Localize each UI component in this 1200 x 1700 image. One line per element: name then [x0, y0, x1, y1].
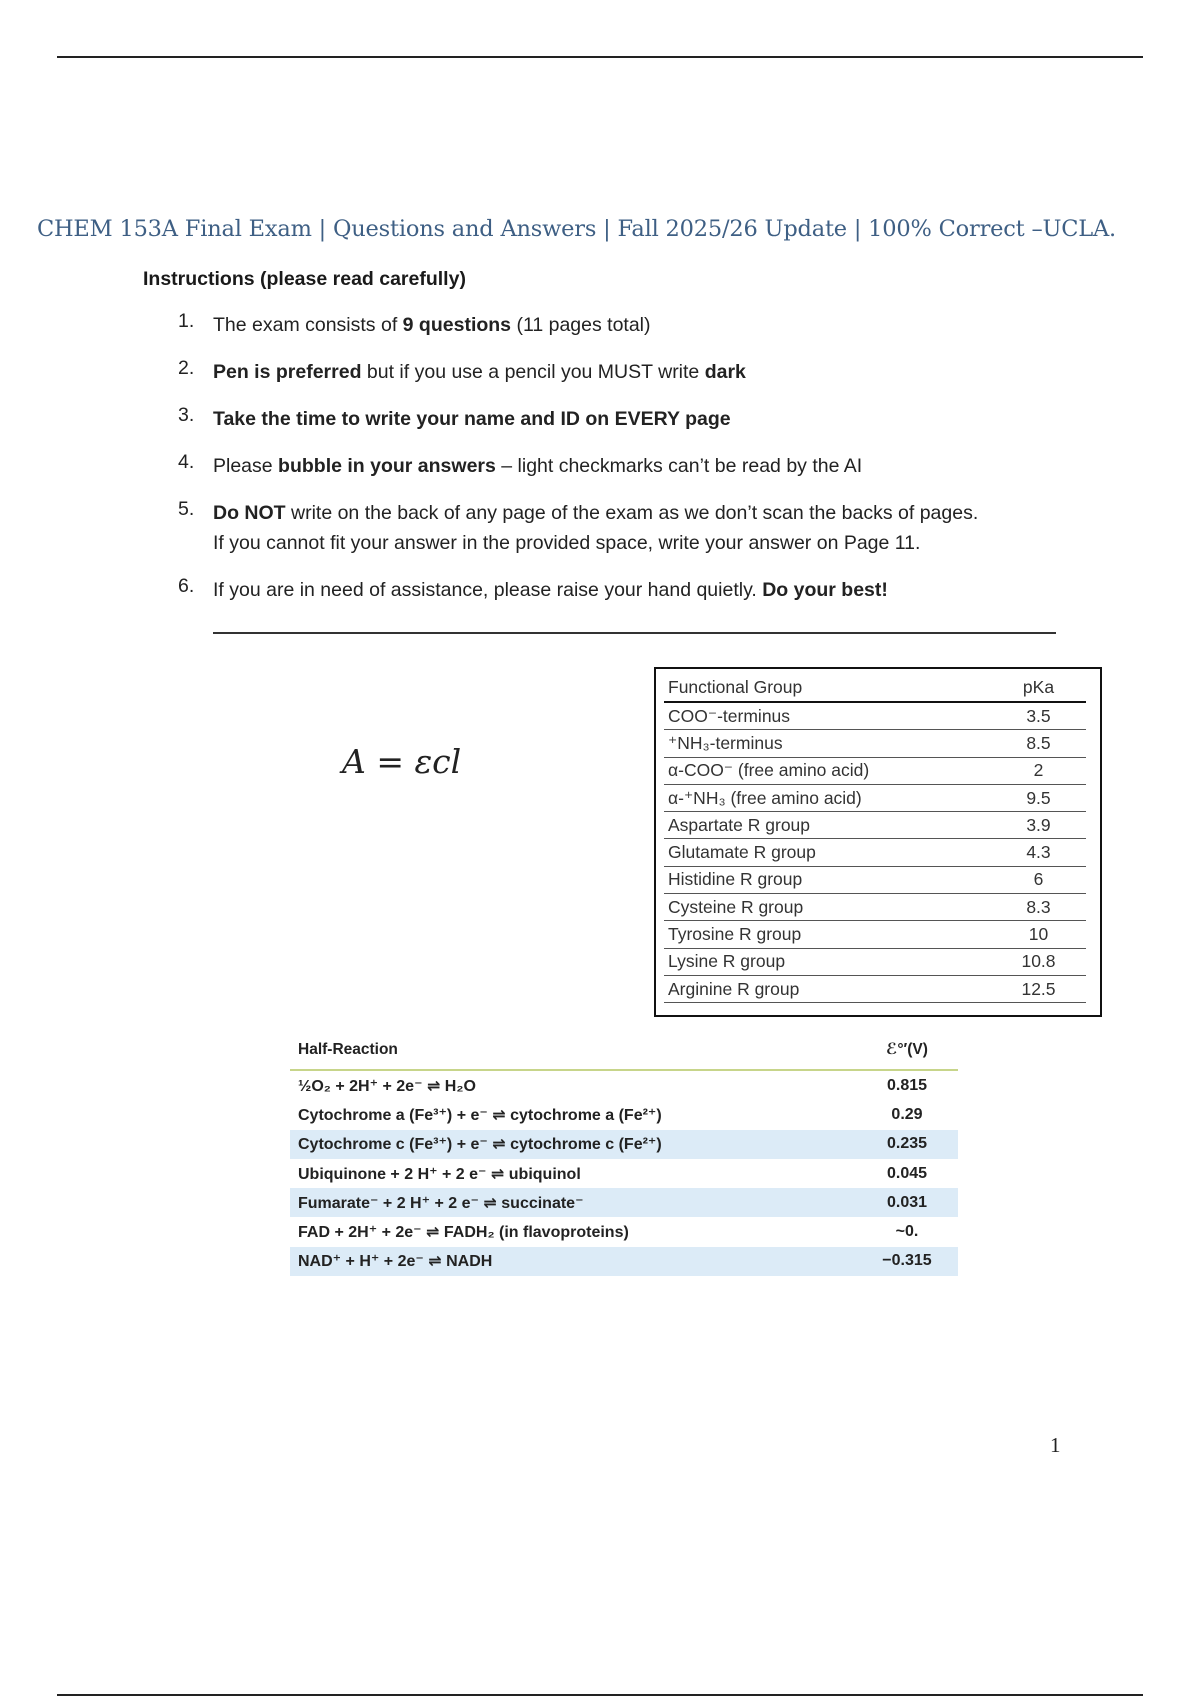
table-row: FAD + 2H⁺ + 2e⁻ ⇌ FADH₂ (in flavoproteins) ~0. [298, 1223, 919, 1242]
table-row: α-COO⁻ (free amino acid) 2 [664, 757, 1086, 784]
list-item: 6. If you are in need of assistance, please raise your hand quietly. Do your best! [178, 575, 888, 601]
top-rule [57, 56, 1143, 58]
bottom-rule [57, 1694, 1143, 1696]
list-item: 2. Pen is preferred but if you use a pencil you MUST write dark [178, 357, 746, 383]
table-row: Arginine R group 12.5 [664, 975, 1086, 1002]
table-header-row [664, 673, 1086, 702]
section-divider [213, 632, 1056, 634]
page-title: CHEM 153A Final Exam | Questions and Answers | Fall 2025/26 Update | 100% Correct –UCLA. [37, 216, 1117, 242]
list-item: 4. Please bubble in your answers – light checkmarks can’t be read by the AI [178, 451, 863, 477]
table-row: Cytochrome a (Fe³⁺) + e⁻ ⇌ cytochrome a (Fe²⁺) 0.29 [298, 1105, 923, 1124]
table-row: Cysteine R group 8.3 [664, 894, 1086, 921]
column-header: pKa [987, 673, 1086, 702]
redox-table-box [290, 1034, 958, 1276]
table-row: Lysine R group 10.8 [664, 948, 1086, 975]
pka-table-box [654, 667, 1102, 1017]
table-row: Fumarate⁻ + 2 H⁺ + 2 e⁻ ⇌ succinate⁻ 0.031 [290, 1188, 958, 1217]
table-row: ⁺NH₃-terminus 8.5 [664, 730, 1086, 757]
table-row: Ubiquinone + 2 H⁺ + 2 e⁻ ⇌ ubiquinol 0.045 [298, 1164, 928, 1183]
table-row: Cytochrome c (Fe³⁺) + e⁻ ⇌ cytochrome c (Fe²⁺) 0.235 [290, 1130, 958, 1159]
list-item: 5. Do NOT write on the back of any page of the exam as we don’t scan the backs of pages. If you cannot fit your answer in the provided space, write your answer on Page 11. [178, 498, 979, 555]
table-row: ½O₂ + 2H⁺ + 2e⁻ ⇌ H₂O 0.815 [298, 1076, 928, 1095]
instructions-list [178, 310, 1078, 622]
table-row: Tyrosine R group 10 [664, 921, 1086, 948]
list-item: 1. The exam consists of 9 questions (11 pages total) [178, 310, 651, 336]
beer-lambert-formula: A = εcl [342, 742, 462, 781]
table-row: Glutamate R group 4.3 [664, 839, 1086, 866]
table-row: NAD⁺ + H⁺ + 2e⁻ ⇌ NADH −0.315 [290, 1247, 958, 1276]
table-row: Histidine R group 6 [664, 866, 1086, 893]
pka-table [664, 673, 1086, 1003]
table-row: Aspartate R group 3.9 [664, 812, 1086, 839]
column-header: Functional Group [664, 673, 987, 702]
page-number: 1 [1050, 1433, 1061, 1457]
table-row: COO⁻-terminus 3.5 [664, 702, 1086, 730]
redox-potential-table [290, 1034, 958, 1276]
table-header-row [290, 1034, 958, 1070]
table-row: α-⁺NH₃ (free amino acid) 9.5 [664, 784, 1086, 811]
instructions-heading: Instructions (please read carefully) [143, 268, 466, 290]
column-header: ℰ°′(V) [854, 1034, 958, 1070]
list-item: 3. Take the time to write your name and ID on EVERY page [178, 404, 731, 430]
column-header: Half-Reaction [290, 1034, 854, 1070]
